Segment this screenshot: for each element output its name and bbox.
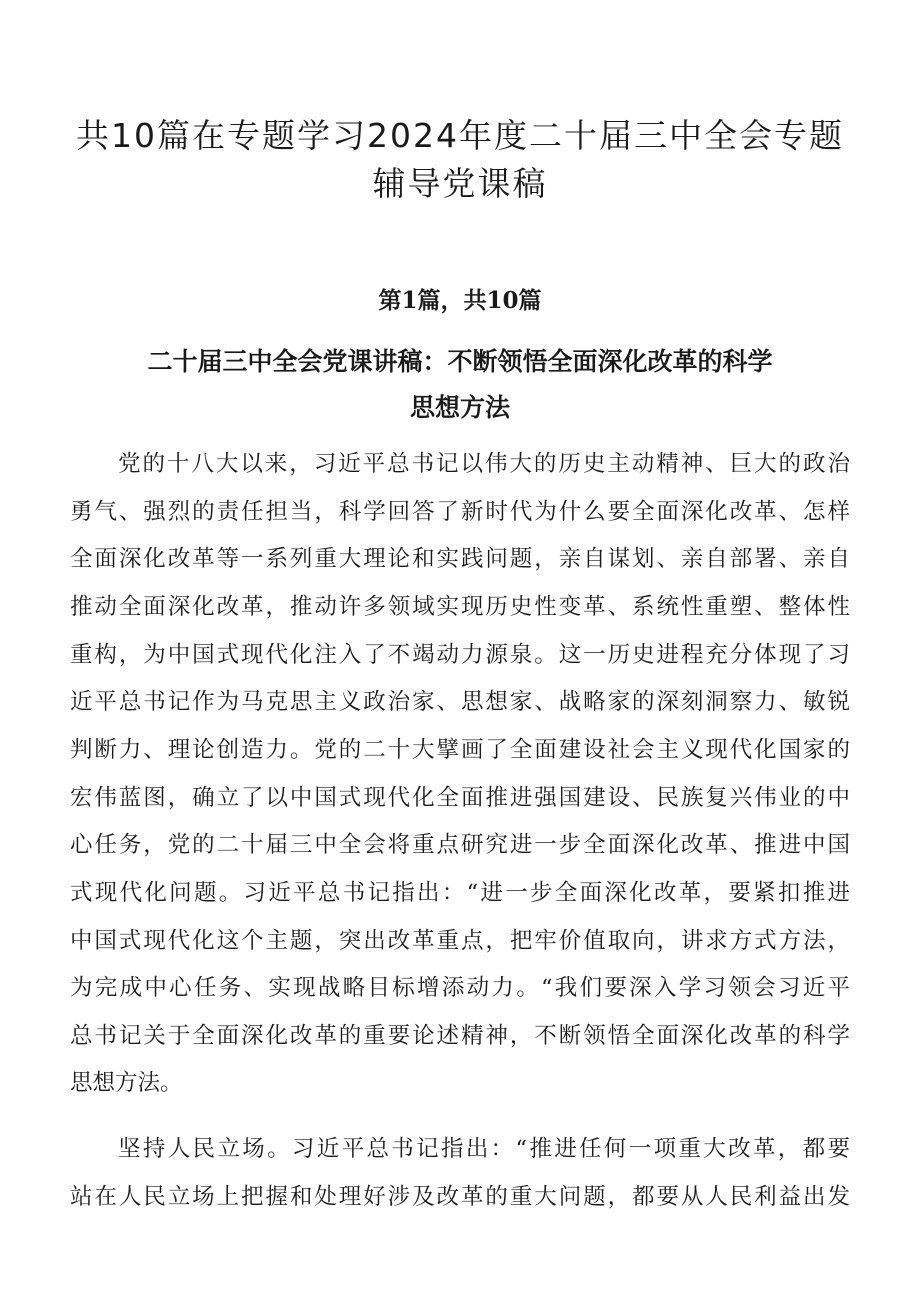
- section-label: 第1篇，共10篇: [378, 287, 542, 314]
- paragraph-line: 推动全面深化改革，推动许多领域实现历史性变革、系统性重塑、整体性: [70, 594, 850, 620]
- paragraph-line: 站在人民立场上把握和处理好涉及改革的重大问题，都要从人民利益出发: [70, 1184, 850, 1210]
- paragraph-line: 勇气、强烈的责任担当，科学回答了新时代为什么要全面深化改革、怎样: [70, 499, 850, 525]
- article-title-line-2: 思想方法: [409, 393, 510, 422]
- paragraph-line: 心任务，党的二十届三中全会将重点研究进一步全面深化改革、推进中国: [70, 832, 850, 858]
- paragraph-line: 重构，为中国式现代化注入了不竭动力源泉。这一历史进程充分体现了习: [70, 642, 850, 668]
- paragraph-line: 式现代化问题。习近平总书记指出：“进一步全面深化改革，要紧扣推进: [70, 880, 850, 906]
- paragraph-line: 中国式现代化这个主题，突出改革重点，把牢价值取向，讲求方式方法，: [70, 928, 850, 954]
- paragraph-line: 思想方法。: [70, 1070, 183, 1096]
- paragraph-line: 近平总书记作为马克思主义政治家、思想家、战略家的深刻洞察力、敏锐: [70, 689, 850, 715]
- paragraph-line: 党的十八大以来，习近平总书记以伟大的历史主动精神、巨大的政治: [118, 451, 850, 477]
- document-title-line-2: 辅导党课稿: [372, 164, 548, 203]
- paragraph-line: 总书记关于全面深化改革的重要论述精神，不断领悟全面深化改革的科学: [70, 1023, 850, 1049]
- paragraph-line: 为完成中心任务、实现战略目标增添动力。“我们要深入学习领会习近平: [70, 975, 850, 1001]
- paragraph-line: 判断力、理论创造力。党的二十大擘画了全面建设社会主义现代化国家的: [70, 737, 850, 763]
- paragraph-line: 宏伟蓝图，确立了以中国式现代化全面推进强国建设、民族复兴伟业的中: [70, 785, 850, 811]
- article-title-line-1: 二十届三中全会党课讲稿：不断领悟全面深化改革的科学: [147, 347, 773, 376]
- paragraph-line: 全面深化改革等一系列重大理论和实践问题，亲自谋划、亲自部署、亲自: [70, 546, 850, 572]
- paragraph-line: 坚持人民立场。习近平总书记指出：“推进任何一项重大改革，都要: [118, 1136, 850, 1162]
- document-title-line-1: 共10篇在专题学习2024年度二十届三中全会专题: [76, 116, 844, 155]
